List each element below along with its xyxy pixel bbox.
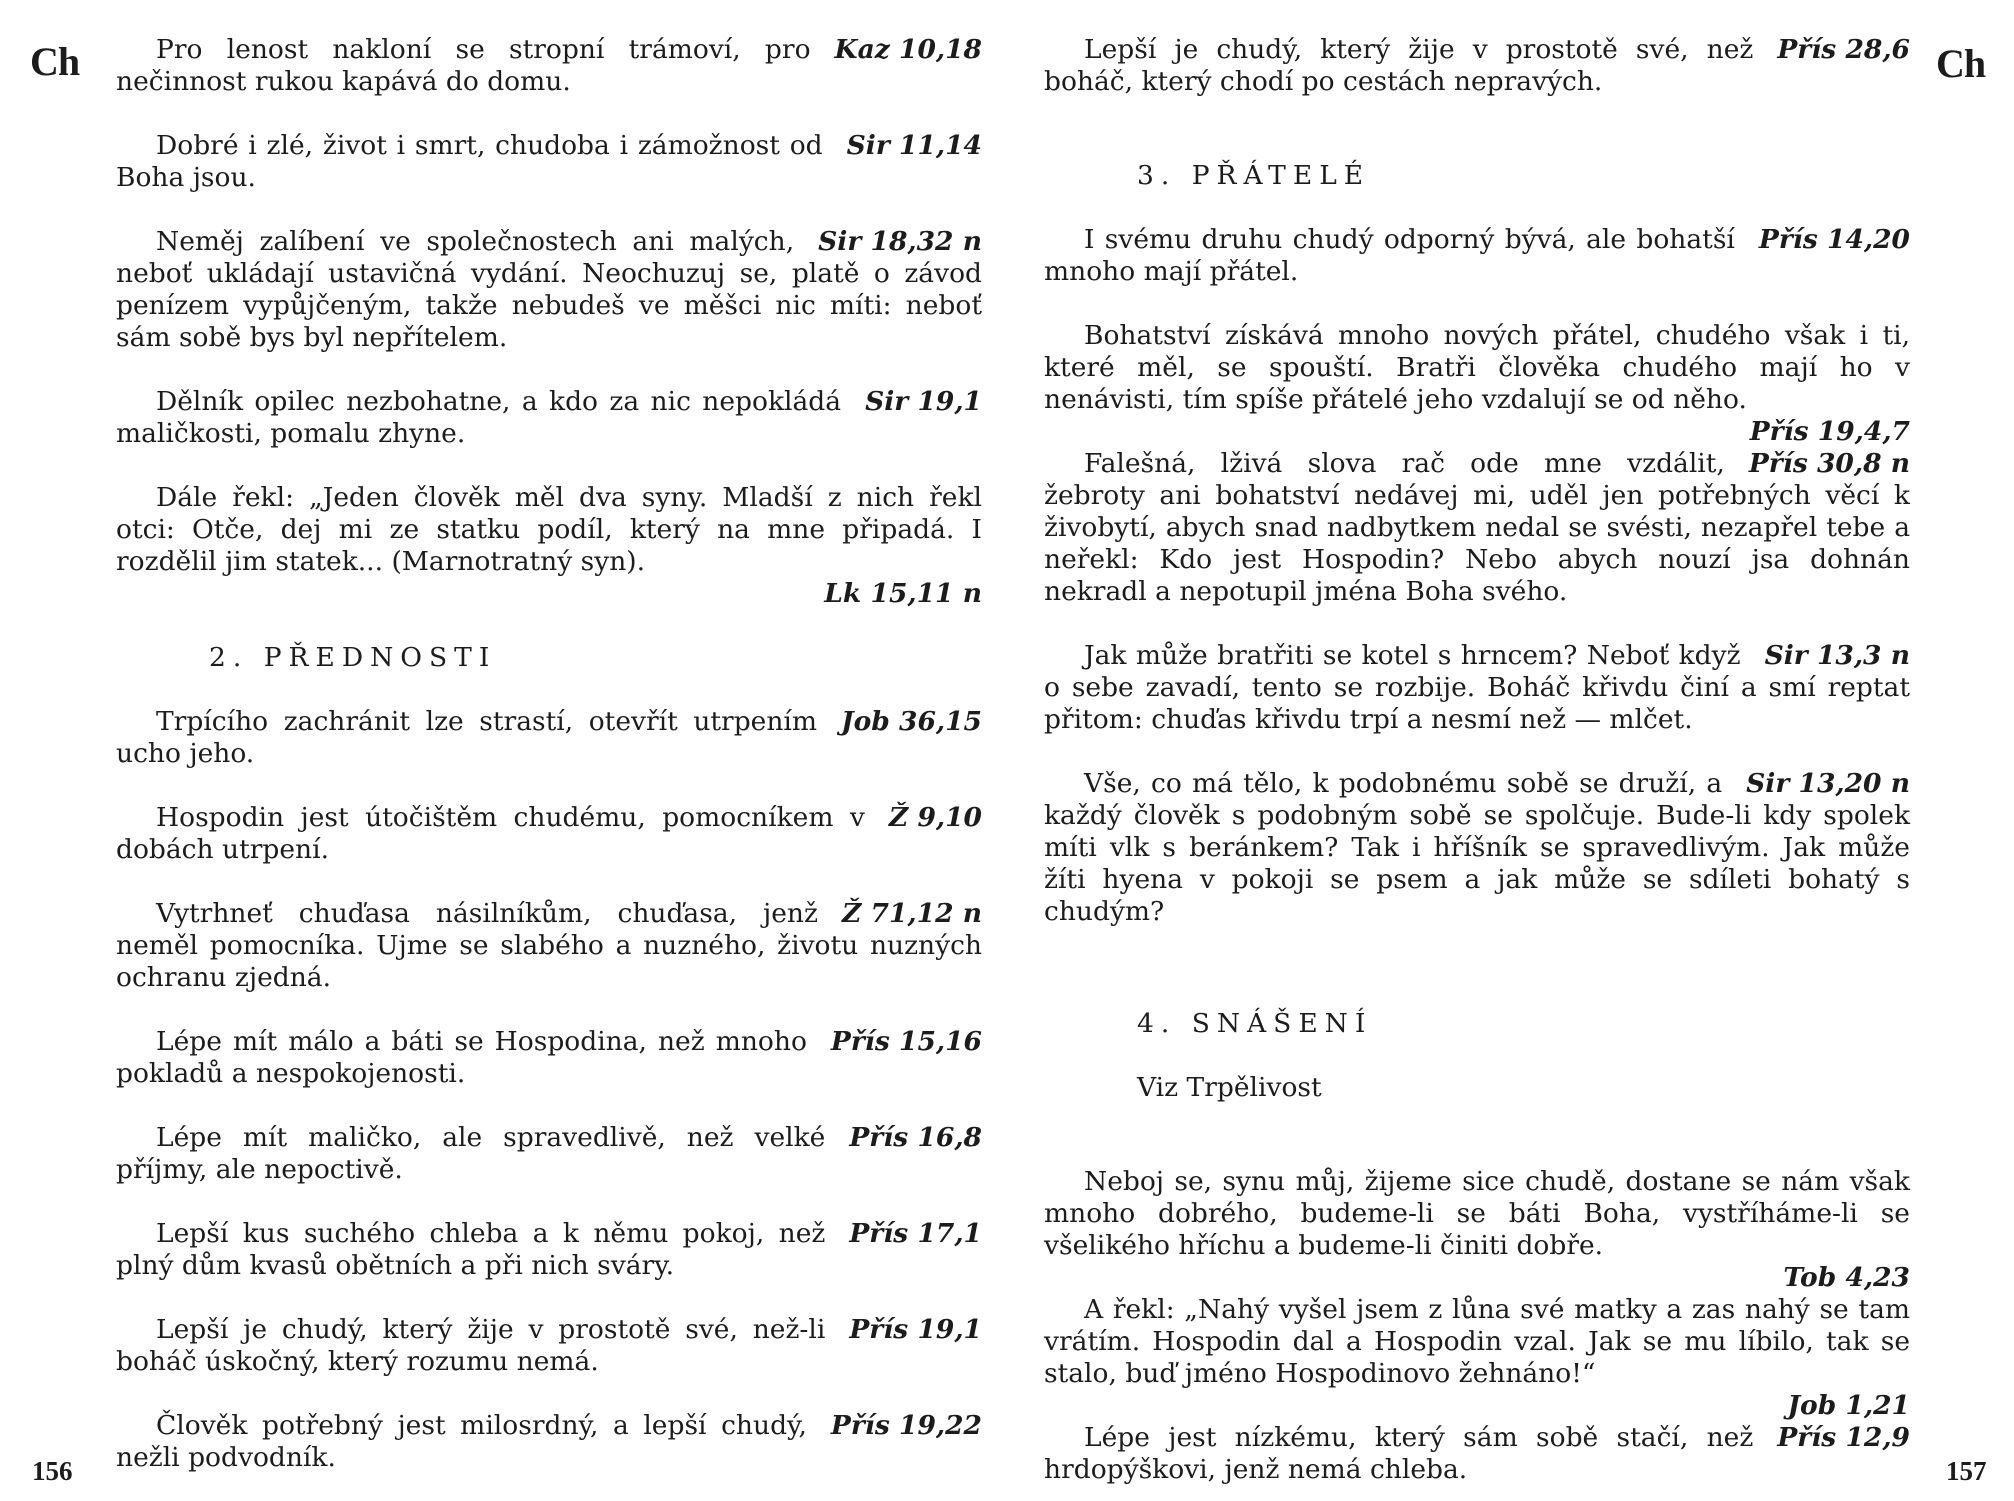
verse-reference: Přís 19,4,7 [1749, 416, 1910, 447]
verse-reference: Přís 14,20 [1758, 224, 1910, 255]
verse-entry [116, 1122, 982, 1186]
verse-reference: Přís 28,6 [1777, 34, 1910, 65]
verse-entry [116, 898, 982, 994]
thumb-index-right: Ch [1936, 41, 1986, 86]
verse-reference: Přís 19,22 [830, 1410, 982, 1441]
verse-text: Pro lenost nakloní se stropní trámoví, pro nečinnost rukou kapává do domu. [116, 34, 811, 97]
verse-reference: Job 36,15 [841, 706, 982, 737]
verse-entry [116, 34, 982, 98]
verse-reference: Sir 18,32 n [818, 226, 982, 257]
verse-text: Lépe mít maličko, ale spravedlivě, než velké příjmy, ale nepoctivě. [116, 1122, 826, 1185]
verse-text: Lépe jest nízkému, který sám sobě stačí, než hrdopýškovi, jenž nemá chleba. [1044, 1422, 1754, 1485]
verse-text: I svému druhu chudý odporný bývá, ale bohatší mnoho mají přátel. [1044, 224, 1735, 287]
verse-reference: Přís 19,1 [849, 1314, 982, 1345]
verse-reference: Sir 11,14 [846, 130, 982, 161]
verse-entry [1044, 1294, 1910, 1422]
verse-reference: Přís 15,16 [830, 1026, 982, 1057]
verse-entry [1044, 448, 1910, 608]
verse-entry [1044, 768, 1910, 928]
verse-text: Hospodin jest útočištěm chudému, pomocníkem v dobách utrpení. [116, 802, 865, 865]
verse-text: Lepší kus suchého chleba a k němu pokoj, než plný dům kvasů obětních a při nich sváry. [116, 1218, 826, 1281]
verse-entry [116, 802, 982, 866]
verse-entry [1044, 34, 1910, 98]
verse-text: Bohatství získává mnoho nových přátel, chudého však i ti, které měl, se spouští. Bratři člověka chudého mají ho v nenávisti, tím spíše přátelé jeho vzdalují se od něho. [1044, 320, 1910, 415]
verse-text: Falešná, lživá slova rač ode mne vzdálit, žebroty ani bohatství nedávej mi, uděl jen potřebných věcí k živobytí, abych snad nadbytkem nedal se svésti, nezapřel tebe a neřekl: Kdo jest Hospodin? Nebo abych nouzí jsa dohnán nekradl a nepotupil jména Boha svého. [1044, 448, 1910, 607]
verse-reference: Přís 17,1 [849, 1218, 982, 1249]
page-number-right: 157 [1946, 1456, 1987, 1486]
verse-entry [116, 482, 982, 610]
verse-reference: Ž 71,12 n [841, 898, 982, 929]
verse-reference: Sir 13,20 n [1746, 768, 1910, 799]
left-page-column [116, 34, 982, 1474]
see-also-reference: Viz Trpělivost [1137, 1072, 1322, 1103]
verse-entry [116, 130, 982, 194]
verse-reference: Přís 12,9 [1777, 1422, 1910, 1453]
verse-text: Neměj zalíbení ve společnostech ani malých, neboť ukládají ustavičná vydání. Neochuzuj se, platě o závod penízem vypůjčeným, takže nebudeš ve měšci nic míti: neboť sám sobě bys byl nepřítelem. [116, 226, 982, 353]
verse-text: Neboj se, synu můj, žijeme sice chudě, dostane se nám však mnoho dobrého, budeme-li se báti Boha, vystříháme-li se všelikého hříchu a budeme-li činiti dobře. [1044, 1166, 1910, 1261]
verse-reference: Sir 13,3 n [1764, 640, 1910, 671]
verse-text: Člověk potřebný jest milosrdný, a lepší chudý, nežli podvodník. [116, 1410, 807, 1473]
verse-text: A řekl: „Nahý vyšel jsem z lůna své matky a zas nahý se tam vrátím. Hospodin dal a Hospodin vzal. Jak se mu líbilo, tak se stalo, buď jméno Hospodinovo žehnáno!“ [1044, 1294, 1910, 1389]
verse-reference: Sir 19,1 [865, 386, 982, 417]
verse-reference: Tob 4,23 [1783, 1262, 1910, 1293]
page-number-left: 156 [32, 1456, 73, 1486]
verse-entry [116, 386, 982, 450]
section-heading: 4. SNÁŠENÍ [1137, 1008, 1373, 1039]
verse-text: Dělník opilec nezbohatne, a kdo za nic nepokládá maličkosti, pomalu zhyne. [116, 386, 842, 449]
verse-reference: Job 1,21 [1787, 1390, 1910, 1421]
verse-text: Jak může bratřiti se kotel s hrncem? Neboť když o sebe zavadí, tento se rozbije. Boháč křivdu činí a smí reptat přitom: chuďas křivdu trpí a nesmí než — mlčet. [1044, 640, 1910, 735]
verse-reference: Přís 16,8 [849, 1122, 982, 1153]
verse-text: Trpícího zachránit lze strastí, otevřít utrpením ucho jeho. [116, 706, 818, 769]
verse-text: Vše, co má tělo, k podobnému sobě se druží, a každý člověk s podobným sobě se spolčuje. Bude-li kdy spolek míti vlk s beránkem? Tak i hříšník se spravedlivým. Jak může žíti hyena v pokoji se psem a jak může se sdíleti bohatý s chudým? [1044, 768, 1910, 927]
verse-entry [1044, 640, 1910, 736]
section-heading: 3. PŘÁTELÉ [1137, 160, 1371, 191]
verse-text: Dále řekl: „Jeden člověk měl dva syny. Mladší z nich řekl otci: Otče, dej mi ze statku podíl, který na mne připadá. I rozdělil jim statek... (Marnotratný syn). [116, 482, 982, 577]
verse-text: Dobré i zlé, život i smrt, chudoba i zámožnost od Boha jsou. [116, 130, 823, 193]
verse-text: Lépe mít málo a báti se Hospodina, než mnoho pokladů a nespokojenosti. [116, 1026, 807, 1089]
verse-reference: Ž 9,10 [888, 802, 982, 833]
verse-reference: Přís 30,8 n [1748, 448, 1910, 479]
verse-entry [1044, 224, 1910, 288]
right-page-column [1044, 34, 1910, 1486]
verse-entry [116, 706, 982, 770]
thumb-index-left: Ch [30, 39, 80, 84]
verse-text: Vytrhneť chuďasa násilníkům, chuďasa, jenž neměl pomocníka. Ujme se slabého a nuzného, životu nuzných ochranu zjedná. [116, 898, 982, 993]
verse-reference: Kaz 10,18 [834, 34, 982, 65]
verse-reference: Lk 15,11 n [824, 578, 982, 609]
verse-entry [1044, 1422, 1910, 1486]
verse-text: Lepší je chudý, který žije v prostotě své, než boháč, který chodí po cestách nepravých. [1044, 34, 1754, 97]
verse-entry [116, 1218, 982, 1282]
verse-entry [116, 226, 982, 354]
verse-entry [116, 1410, 982, 1474]
verse-entry [116, 1314, 982, 1378]
section-heading: 2. PŘEDNOSTI [209, 642, 497, 673]
verse-text: Lepší je chudý, který žije v prostotě své, než-li boháč úskočný, který rozumu nemá. [116, 1314, 826, 1377]
verse-entry [1044, 1166, 1910, 1294]
verse-entry [1044, 320, 1910, 448]
verse-entry [116, 1026, 982, 1090]
